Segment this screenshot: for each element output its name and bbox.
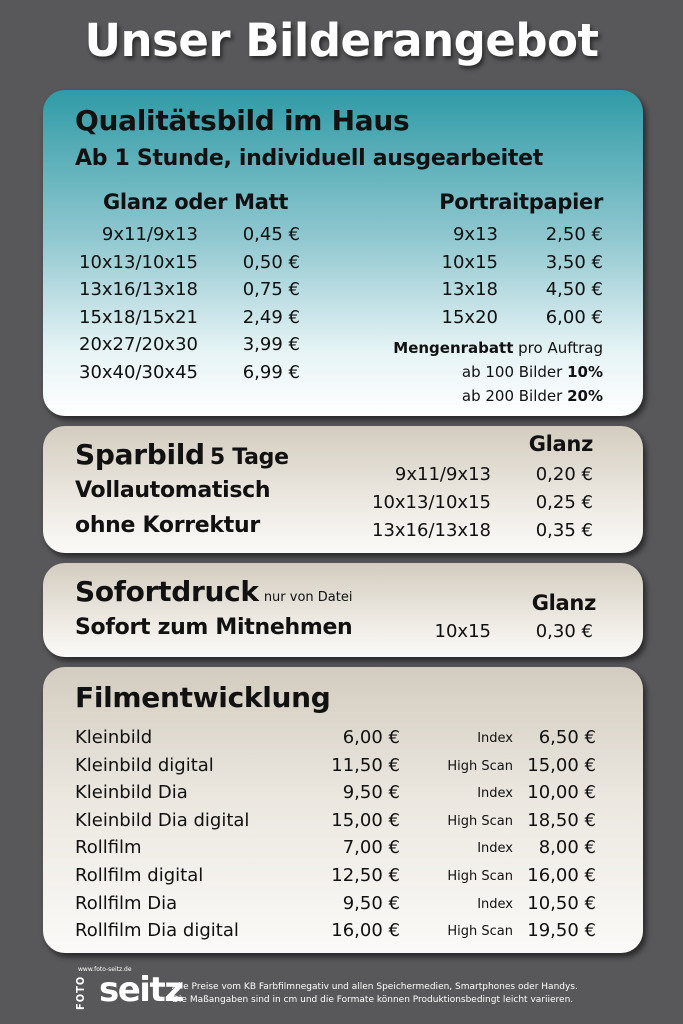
sparbild-size: 9x11/9x13 xyxy=(394,464,491,485)
film-price: 7,00 € xyxy=(342,837,400,859)
glossy-price: 0,50 € xyxy=(242,251,300,273)
film-extra-price: 8,00 € xyxy=(538,837,596,859)
sparbild-panel xyxy=(43,426,643,553)
glossy-price: 6,99 € xyxy=(242,361,300,383)
discount-200: ab 200 Bilder 20% xyxy=(461,387,603,405)
film-name: Kleinbild Dia digital xyxy=(75,809,250,831)
sparbild-line1: Vollautomatisch xyxy=(75,478,271,503)
glossy-size: 13x16/13x18 xyxy=(79,279,198,300)
glossy-size: 20x27/20x30 xyxy=(79,334,198,355)
portrait-size: 9x13 xyxy=(452,224,498,245)
glossy-price: 3,99 € xyxy=(242,334,300,355)
quality-heading: Qualitätsbild im Haus xyxy=(75,104,410,137)
sparbild-col-header: Glanz xyxy=(528,432,593,456)
film-extra-price: 10,00 € xyxy=(527,782,596,804)
film-panel xyxy=(43,667,643,953)
glossy-price: 2,49 € xyxy=(242,306,300,328)
film-extra: Index xyxy=(477,896,513,912)
quality-panel xyxy=(43,90,643,416)
sparbild-price: 0,35 € xyxy=(535,520,593,541)
film-extra-price: 16,00 € xyxy=(527,865,596,886)
film-name: Kleinbild xyxy=(75,727,153,748)
film-price: 12,50 € xyxy=(331,865,400,886)
film-name: Rollfilm xyxy=(75,837,142,859)
film-extra: Index xyxy=(477,786,513,802)
sofort-col-header: Glanz xyxy=(531,591,596,615)
sofort-line1: Sofort zum Mitnehmen xyxy=(75,615,353,640)
page-title: Unser Bilderangebot xyxy=(84,14,599,67)
film-name: Kleinbild Dia xyxy=(75,782,188,804)
portrait-size: 10x15 xyxy=(441,251,498,273)
film-price: 6,00 € xyxy=(342,727,400,748)
sparbild-price: 0,20 € xyxy=(535,464,593,485)
film-extra-price: 15,00 € xyxy=(527,754,596,776)
sparbild-heading: Sparbild 5 Tage xyxy=(75,438,289,471)
portrait-price: 6,00 € xyxy=(545,306,603,328)
portrait-price: 3,50 € xyxy=(545,251,603,273)
glossy-size: 9x11/9x13 xyxy=(101,224,198,245)
film-price: 9,50 € xyxy=(342,782,400,804)
film-extra: Index xyxy=(477,841,513,857)
film-price: 15,00 € xyxy=(331,809,400,831)
film-extra: High Scan xyxy=(447,869,513,884)
portrait-header: Portraitpapier xyxy=(439,190,603,214)
film-extra: High Scan xyxy=(447,813,513,829)
discount-100: ab 100 Bilder 10% xyxy=(461,363,603,381)
sofort-price: 0,30 € xyxy=(535,621,593,642)
film-extra-price: 6,50 € xyxy=(538,727,596,748)
film-extra: High Scan xyxy=(447,924,513,940)
portrait-price: 4,50 € xyxy=(545,279,603,300)
glossy-price: 0,75 € xyxy=(242,279,300,300)
sofort-size: 10x15 xyxy=(434,621,491,642)
footer-note: Alle Preise vom KB Farbfilmnegativ und allen Speichermedien, Smartphones oder Handys. Die Maßangaben sind in cm und die Formate können Produktionsbedingt leicht variieren. xyxy=(172,982,578,1005)
sparbild-line2: ohne Korrektur xyxy=(75,513,260,538)
film-price: 9,50 € xyxy=(342,892,400,914)
glossy-size: 15x18/15x21 xyxy=(79,306,198,328)
sparbild-size: 13x16/13x18 xyxy=(372,520,491,541)
discount-title: Mengenrabatt pro Auftrag xyxy=(393,339,603,357)
film-name: Kleinbild digital xyxy=(75,754,214,776)
sofort-heading: Sofortdruck nur von Datei xyxy=(75,575,353,608)
glossy-header: Glanz oder Matt xyxy=(103,190,289,214)
film-extra: High Scan xyxy=(447,758,513,774)
portrait-price: 2,50 € xyxy=(545,224,603,245)
film-price: 11,50 € xyxy=(331,754,400,776)
sparbild-size: 10x13/10x15 xyxy=(372,492,491,513)
film-extra-price: 19,50 € xyxy=(527,920,596,942)
portrait-size: 13x18 xyxy=(441,279,498,300)
sofort-panel xyxy=(43,563,643,657)
film-name: Rollfilm Dia xyxy=(75,892,178,914)
glossy-price: 0,45 € xyxy=(242,224,300,245)
glossy-size: 10x13/10x15 xyxy=(79,251,198,273)
film-name: Rollfilm digital xyxy=(75,865,204,886)
portrait-size: 15x20 xyxy=(441,306,498,328)
logo-url: www.foto-seitz.de xyxy=(78,966,132,973)
film-heading: Filmentwicklung xyxy=(75,681,331,714)
film-extra-price: 18,50 € xyxy=(527,809,596,831)
sparbild-price: 0,25 € xyxy=(535,492,593,513)
film-price: 16,00 € xyxy=(331,920,400,942)
glossy-size: 30x40/30x45 xyxy=(79,361,198,383)
film-extra-price: 10,50 € xyxy=(527,892,596,914)
logo-foto: FOTO xyxy=(74,975,87,1011)
film-extra: Index xyxy=(477,731,513,746)
logo-seitz: seitz xyxy=(99,970,183,1010)
quality-subheading: Ab 1 Stunde, individuell ausgearbeitet xyxy=(75,146,543,171)
film-name: Rollfilm Dia digital xyxy=(75,920,239,942)
